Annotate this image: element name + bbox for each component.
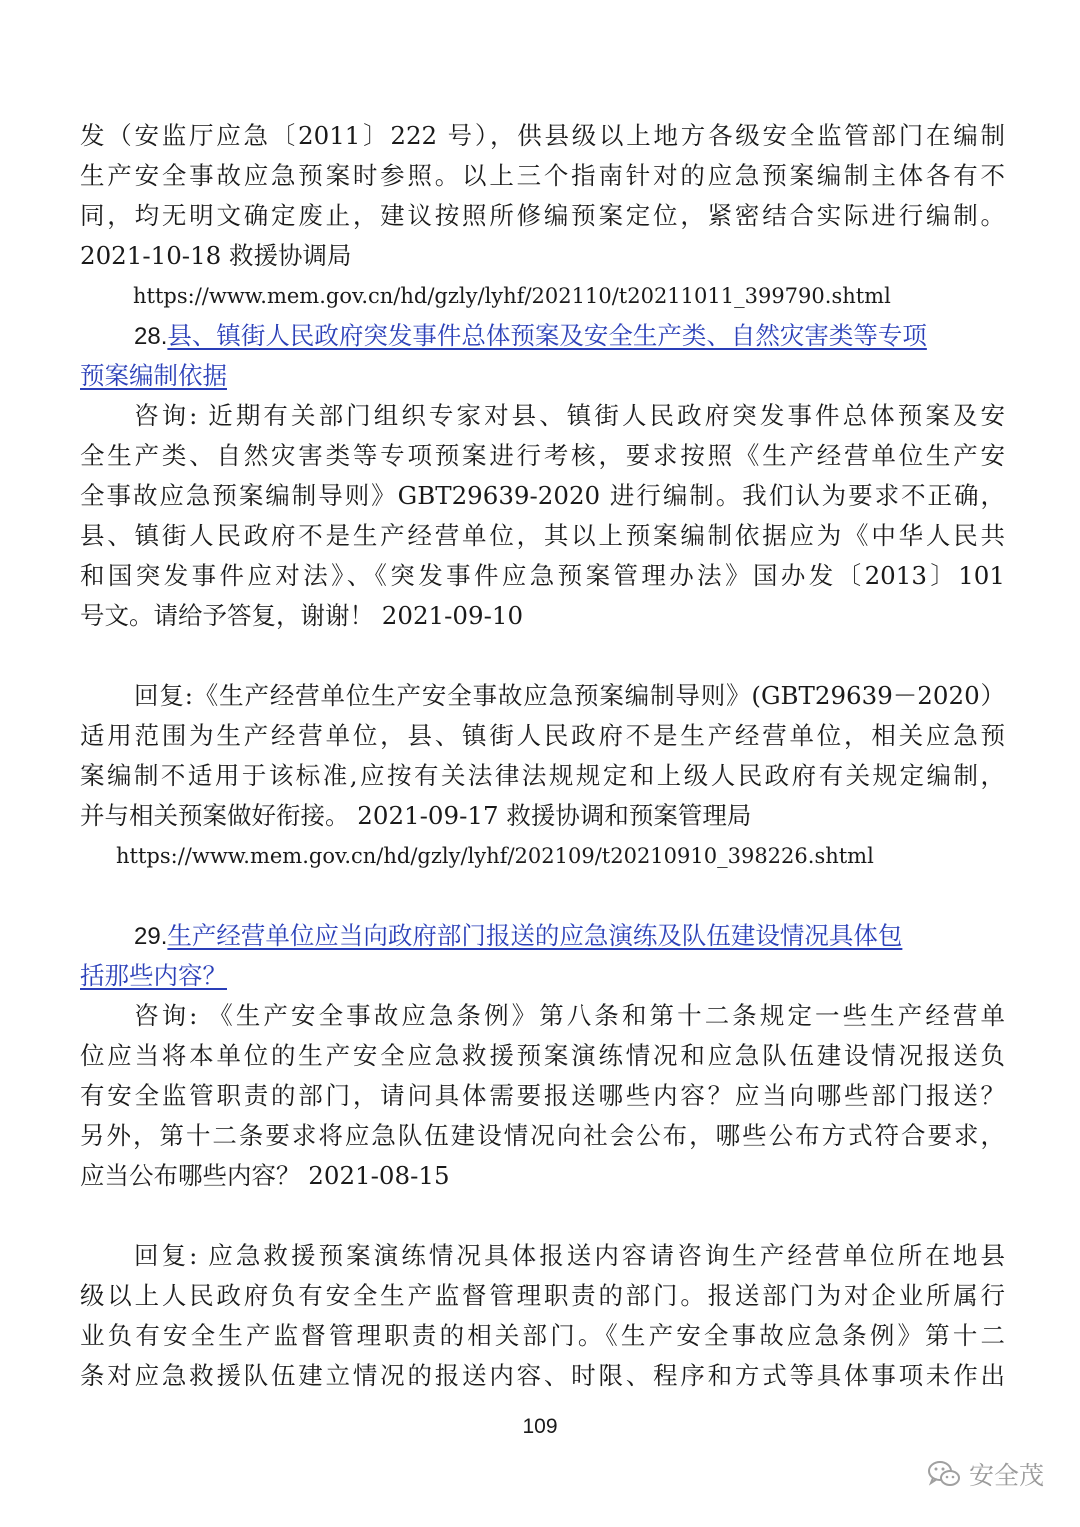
page-number: 109 [522, 1415, 558, 1438]
question-line: 另外，第十二条要求将应急队伍建设情况向社会公布，哪些公布方式符合要求， [80, 1121, 1005, 1150]
question-line: 全事故应急预案编制导则》GBT29639-2020 进行编制。我们认为要求不正确， [80, 481, 1005, 510]
wechat-icon [927, 1459, 961, 1489]
watermark [927, 1456, 1044, 1492]
heading-number: 28. [134, 323, 168, 350]
heading-29-cont[interactable] [80, 956, 1005, 996]
reply-line: 条对应急救援队伍建立情况的报送内容、时限、程序和方式等具体事项未作出 [80, 1361, 1005, 1390]
heading-link[interactable]: 括那些内容？ [80, 961, 227, 990]
reply-line: 业负有安全生产监督管理职责的相关部门。《生产安全事故应急条例》第十二 [80, 1321, 1005, 1350]
question-line: 全生产类、自然灾害类等专项预案进行考核，要求按照《生产经营单位生产安 [80, 441, 1005, 470]
reply-line: 回复:《生产经营单位生产安全事故应急预案编制导则》(GBT29639－2020） [134, 681, 1005, 710]
question-line: 县、镇街人民政府不是生产经营单位，其以上预案编制依据应为《中华人民共 [80, 521, 1005, 550]
paragraph-line: 发（安监厅应急〔2011〕222 号），供县级以上地方各级安全监管部门在编制 [80, 121, 1005, 150]
question-line: 位应当将本单位的生产安全应急救援预案演练情况和应急队伍建设情况报送负 [80, 1041, 1005, 1070]
question-line: 有安全监管职责的部门，请问具体需要报送哪些内容？应当向哪些部门报送？ [80, 1081, 1005, 1110]
source-url[interactable]: https://www.mem.gov.cn/hd/gzly/lyhf/202109/t20210910_398226.shtml [116, 844, 874, 868]
reply-line: 级以上人民政府负有安全生产监督管理职责的部门。报送部门为对企业所属行 [80, 1281, 1005, 1310]
reply-line: 适用范围为生产经营单位，县、镇街人民政府不是生产经营单位，相关应急预 [80, 721, 1005, 750]
question-line: 和国突发事件应对法》、《突发事件应急预案管理办法》国办发〔2013〕101 [80, 561, 1005, 590]
heading-link[interactable]: 县、镇街人民政府突发事件总体预案及安全生产类、自然灾害类等专项 [167, 321, 927, 350]
reply-line: 回复: 应急救援预案演练情况具体报送内容请咨询生产经营单位所在地县 [134, 1241, 1005, 1270]
heading-number: 29. [134, 923, 168, 950]
question-line: 咨询: 《生产安全事故应急条例》第八条和第十二条规定一些生产经营单 [134, 1001, 1005, 1030]
heading-link[interactable]: 预案编制依据 [80, 361, 227, 390]
heading-link[interactable]: 生产经营单位应当向政府部门报送的应急演练及队伍建设情况具体包 [167, 921, 903, 950]
paragraph-line: 同，均无明文确定废止，建议按照所修编预案定位，紧密结合实际进行编制。 [80, 201, 1005, 230]
heading-28-cont[interactable] [80, 356, 1005, 396]
date-source-line: 2021-10-18 救援协调局 [80, 241, 352, 270]
question-line: 应当公布哪些内容？ 2021-08-15 [80, 1161, 450, 1190]
paragraph-line: 生产安全事故应急预案时参照。以上三个指南针对的应急预案编制主体各有不 [80, 161, 1005, 190]
question-line: 咨询: 近期有关部门组织专家对县、镇街人民政府突发事件总体预案及安 [134, 401, 1005, 430]
reply-line: 并与相关预案做好衔接。 2021-09-17 救援协调和预案管理局 [80, 801, 752, 830]
reply-line: 案编制不适用于该标准,应按有关法律法规规定和上级人民政府有关规定编制， [80, 761, 1005, 790]
source-url[interactable]: https://www.mem.gov.cn/hd/gzly/lyhf/202110/t20211011_399790.shtml [133, 284, 891, 308]
heading-28[interactable] [134, 316, 1005, 356]
heading-29[interactable] [134, 916, 1005, 956]
question-line: 号文。请给予答复，谢谢！ 2021-09-10 [80, 601, 524, 630]
watermark-text: 安全茂 [968, 1461, 1044, 1490]
